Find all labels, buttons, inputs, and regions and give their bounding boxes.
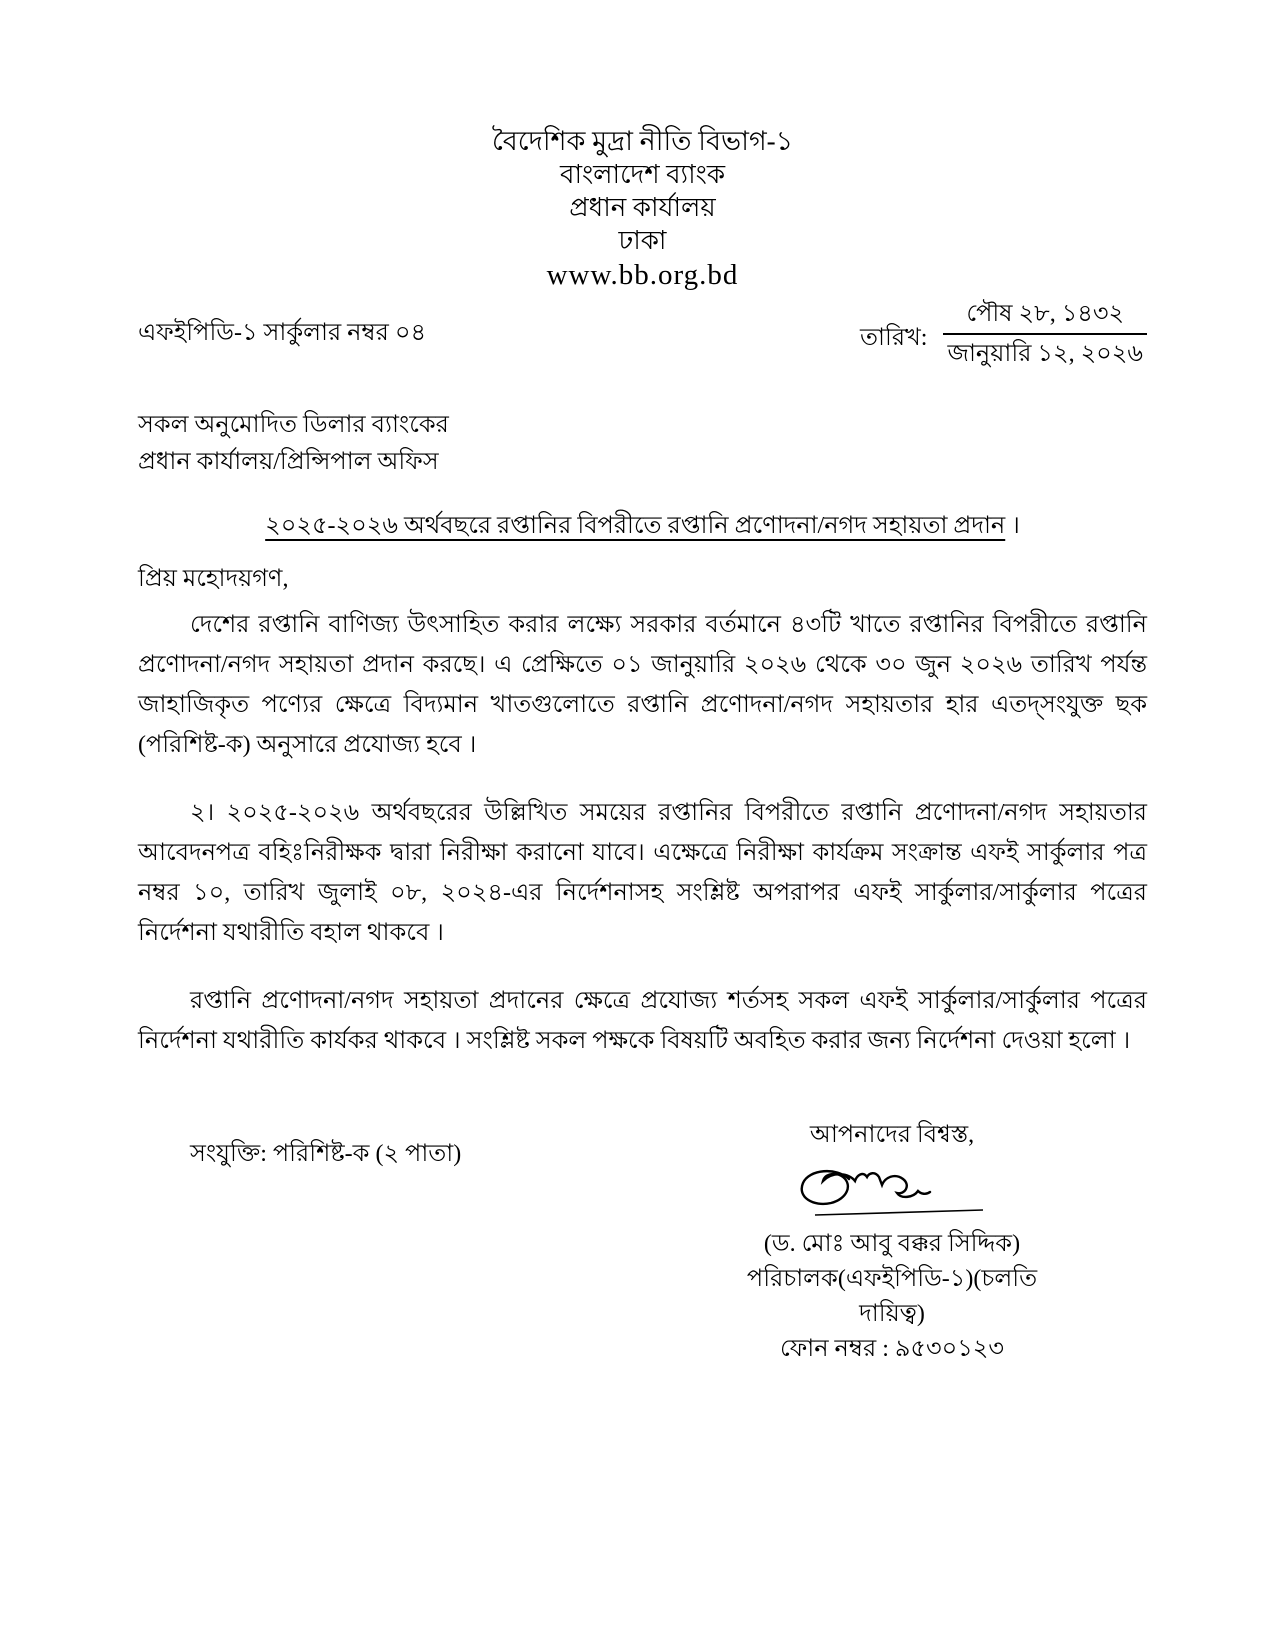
bottom-row <box>138 1119 1147 1367</box>
addressee-block <box>138 407 1147 481</box>
signatory-name: (ড. মোঃ আবু বক্কর সিদ্দিক) <box>763 1231 1021 1257</box>
date-block <box>860 299 1147 369</box>
body-paragraph-2: ২। ২০২৫-২০২৬ অর্থবছরের উল্লিখিত সময়ের রপ্তানির বিপরীতে রপ্তানি প্রণোদনা/নগদ সহায়তার আবেদনপত্র বহিঃনিরীক্ষক দ্বারা নিরীক্ষা করানো যাবে। এক্ষেত্রে নিরীক্ষা কার্যক্রম সংক্রান্ত এফই সার্কুলার পত্র নম্বর ১০, তারিখ জুলাই ০৮, ২০২৪-এর নির্দেশনাসহ সংশ্লিষ্ট অপরাপর এফই সার্কুলার/সার্কুলার পত্রের নির্দেশনা যথারীতি বহাল থাকবে । <box>138 800 1147 946</box>
signature-icon <box>712 1165 1072 1221</box>
addressee-line-2: প্রধান কার্যালয়/প্রিন্সিপাল অফিস <box>138 449 439 475</box>
bank-name: বাংলাদেশ ব্যাংক <box>559 160 726 189</box>
city-line: ঢাকা <box>618 226 667 255</box>
head-office-line: প্রধান কার্যালয় <box>569 193 716 222</box>
subject-line <box>138 507 1147 547</box>
signatory-designation: পরিচালক(এফইপিডি-১)(চলতি দায়িত্ব) <box>746 1266 1038 1327</box>
body-paragraph-3: রপ্তানি প্রণোদনা/নগদ সহায়তা প্রদানের ক্ষেত্রে প্রযোজ্য শর্তসহ সকল এফই সার্কুলার/সার্কুলার পত্রের নির্দেশনা যথারীতি কার্যকর থাকবে । সংশ্লিষ্ট সকল পক্ষকে বিষয়টি অবহিত করার জন্য নির্দেশনা দেওয়া হলো । <box>138 988 1147 1054</box>
date-label: তারিখ: <box>860 325 928 351</box>
signature-block <box>712 1119 1072 1367</box>
addressee-line-1: সকল অনুমোদিত ডিলার ব্যাংকের <box>138 412 449 438</box>
subject-text: ২০২৫-২০২৬ অর্থবছরে রপ্তানির বিপরীতে রপ্তানি প্রণোদনা/নগদ সহায়তা প্রদান <box>265 513 1006 539</box>
subject-terminator: । <box>1005 513 1020 539</box>
department-name: বৈদেশিক মুদ্রা নীতি বিভাগ-১ <box>491 126 794 156</box>
date-gregorian-calendar: জানুয়ারি ১২, ২০২৬ <box>947 341 1143 367</box>
website-text: www.bb.org.bd <box>546 259 739 291</box>
letterhead <box>138 125 1147 293</box>
enclosure-note: সংযুক্তি: পরিশিষ্ট-ক (২ পাতা) <box>190 1141 462 1167</box>
meta-row <box>138 299 1147 369</box>
body-paragraph-1: দেশের রপ্তানি বাণিজ্য উৎসাহিত করার লক্ষ্যে সরকার বর্তমানে ৪৩টি খাতে রপ্তানির বিপরীতে রপ্তানি প্রণোদনা/নগদ সহায়তা প্রদান করছে। এ প্রেক্ষিতে ০১ জানুয়ারি ২০২৬ থেকে ৩০ জুন ২০২৬ তারিখ পর্যন্ত জাহাজিকৃত পণ্যের ক্ষেত্রে বিদ্যমান খাতগুলোতে রপ্তানি প্রণোদনা/নগদ সহায়তার হার এতদ্‌সংযুক্ত ছক (পরিশিষ্ট-ক) অনুসারে প্রযোজ্য হবে । <box>138 612 1147 758</box>
dual-date <box>943 299 1147 369</box>
valediction: আপনাদের বিশ্বস্ত, <box>809 1122 975 1148</box>
salutation: প্রিয় মহোদয়গণ, <box>138 566 289 592</box>
date-bangla-calendar: পৌষ ২৮, ১৪৩২ <box>943 299 1147 335</box>
signatory-phone: ফোন নম্বর : ৯৫৩০১২৩ <box>779 1336 1005 1362</box>
circular-number: এফইপিডি-১ সার্কুলার নম্বর ০৪ <box>138 320 427 346</box>
